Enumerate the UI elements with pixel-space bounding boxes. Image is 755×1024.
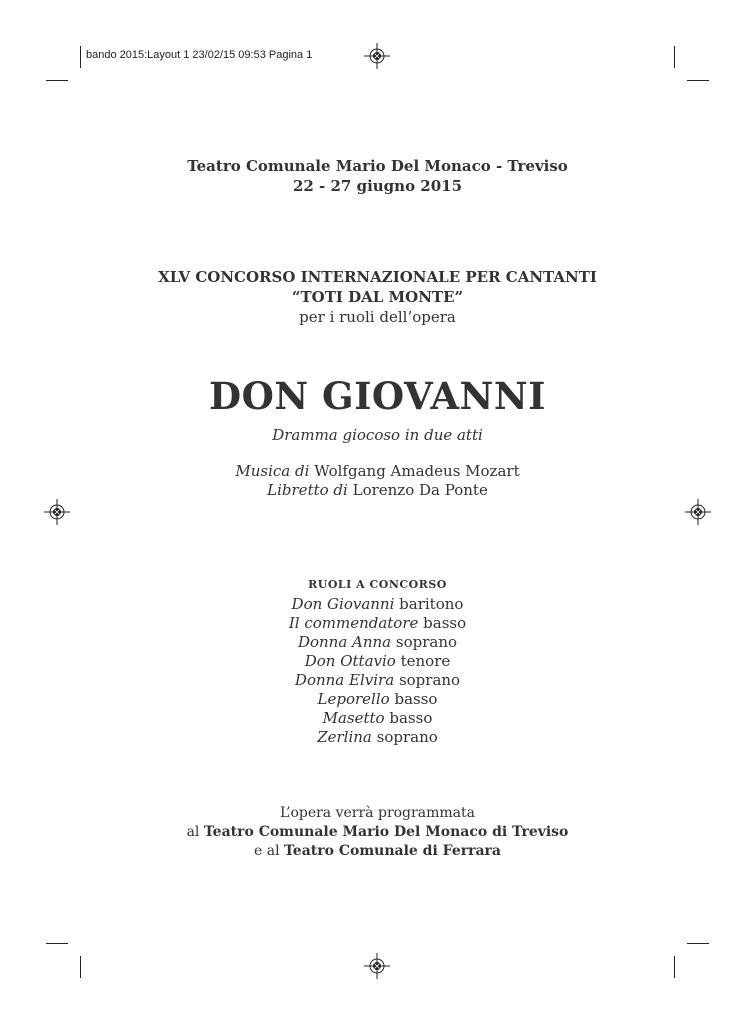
crop-mark-bottom-right-v [674, 956, 675, 978]
venue-line-ferrara [0, 842, 755, 861]
crop-mark-top-right-h [687, 80, 709, 81]
role-name: Masetto [322, 709, 385, 727]
contest-name: XLV CONCORSO INTERNAZIONALE PER CANTANTI [158, 268, 597, 286]
crop-mark-bottom-left-v [80, 956, 81, 978]
role-voice: basso [389, 709, 433, 727]
registration-mark-bottom [364, 953, 390, 979]
opera-subtitle: Dramma giocoso in due atti [272, 426, 483, 444]
music-label: Musica di [235, 462, 310, 480]
role-name: Donna Elvira [294, 671, 395, 689]
registration-mark-top [364, 43, 390, 69]
roles-heading: RUOLI A CONCORSO [308, 578, 447, 591]
role-item [0, 614, 755, 633]
role-voice: basso [423, 614, 467, 632]
venue-line-treviso [0, 823, 755, 842]
music-credit [0, 462, 755, 481]
roles-section [0, 575, 755, 747]
role-voice: baritono [399, 595, 464, 613]
role-item [0, 671, 755, 690]
role-name: Zerlina [317, 728, 372, 746]
venue-prefix: al [186, 824, 200, 840]
role-voice: basso [394, 690, 438, 708]
venue-header [0, 156, 755, 196]
role-item [0, 709, 755, 728]
libretto-credit [0, 481, 755, 500]
opera-credits [0, 462, 755, 500]
role-voice: soprano [398, 671, 461, 689]
role-voice: soprano [395, 633, 458, 651]
contest-dedication: “TOTI DAL MONTE” [291, 288, 464, 306]
role-name: Donna Anna [297, 633, 392, 651]
venue-ferrara: Teatro Comunale di Ferrara [284, 843, 501, 859]
role-name: Don Ottavio [304, 652, 396, 670]
crop-mark-bottom-right-h [687, 943, 709, 944]
role-item [0, 652, 755, 671]
contest-header [0, 267, 755, 327]
crop-mark-top-left-v [80, 46, 81, 68]
crop-mark-top-left-h [46, 80, 68, 81]
contest-roles-intro: per i ruoli dell’opera [299, 308, 456, 326]
opera-title: DON GIOVANNI [209, 374, 546, 418]
librettist-name: Lorenzo Da Ponte [352, 481, 488, 499]
venue-prefix: e al [253, 843, 280, 859]
registration-mark-left [44, 499, 70, 525]
registration-mark-right [685, 499, 711, 525]
crop-mark-top-right-v [674, 46, 675, 68]
role-name: Leporello [317, 690, 390, 708]
role-name: Il commendatore [288, 614, 419, 632]
role-item [0, 690, 755, 709]
role-voice: soprano [376, 728, 438, 746]
role-voice: tenore [400, 652, 451, 670]
venue-treviso: Teatro Comunale Mario Del Monaco di Treviso [203, 824, 569, 840]
role-item [0, 633, 755, 652]
role-item [0, 728, 755, 747]
crop-mark-bottom-left-h [46, 943, 68, 944]
libretto-label: Libretto di [267, 481, 348, 499]
performance-note: L’opera verrà programmata [280, 805, 475, 821]
event-dates: 22 - 27 giugno 2015 [292, 177, 463, 195]
print-slug: bando 2015:Layout 1 23/02/15 09:53 Pagina 1 [86, 49, 313, 61]
venue-name: Teatro Comunale Mario Del Monaco - Treviso [187, 157, 568, 175]
role-name: Don Giovanni [291, 595, 395, 613]
performance-venues [0, 804, 755, 861]
role-item [0, 595, 755, 614]
composer-name: Wolfgang Amadeus Mozart [314, 462, 520, 480]
